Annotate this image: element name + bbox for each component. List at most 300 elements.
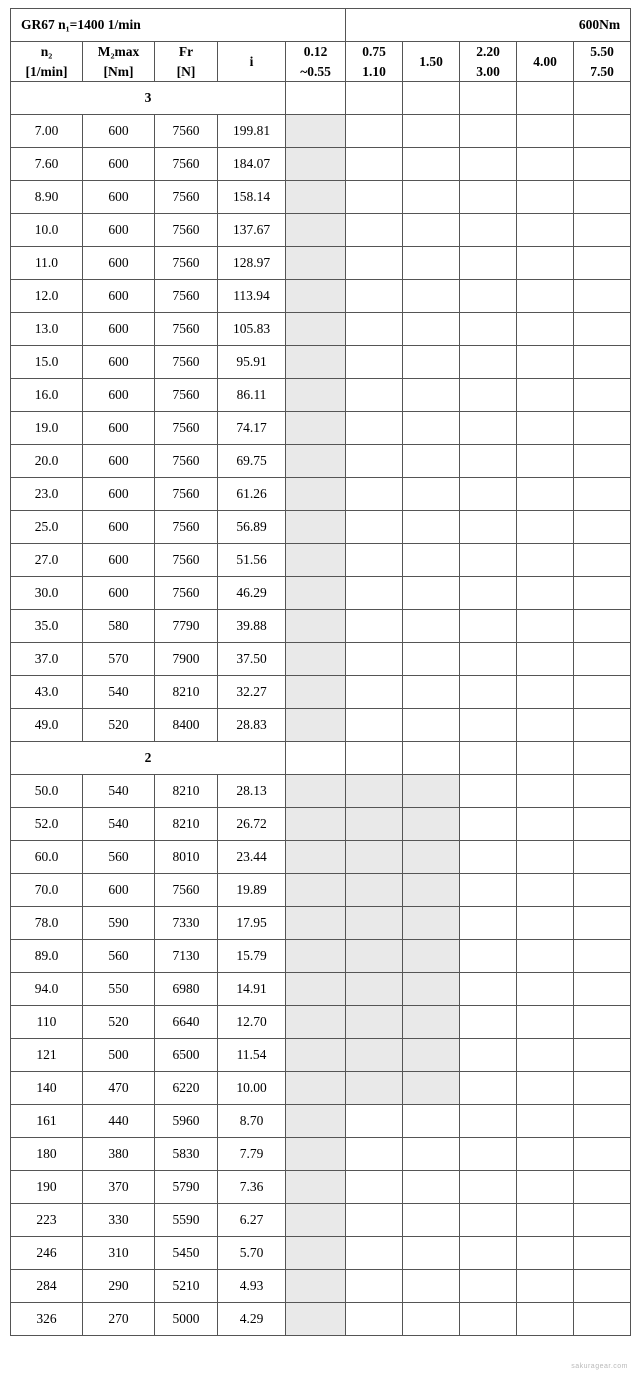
cell-power-2 <box>403 940 460 973</box>
cell-power-2 <box>403 841 460 874</box>
cell-power-0 <box>286 115 346 148</box>
cell-fr: 8210 <box>155 676 218 709</box>
cell-i: 26.72 <box>218 808 286 841</box>
cell-power-4 <box>517 709 574 742</box>
cell-power-3 <box>460 346 517 379</box>
table-body <box>11 9 631 1336</box>
cell-power-4 <box>517 280 574 313</box>
cell-power-0 <box>286 874 346 907</box>
cell-power-2 <box>403 1006 460 1039</box>
group-spacer-cell <box>403 82 460 115</box>
cell-power-2 <box>403 1072 460 1105</box>
cell-power-0 <box>286 1138 346 1171</box>
cell-power-3 <box>460 115 517 148</box>
title-right: 600Nm <box>346 9 631 42</box>
table-row <box>11 676 631 709</box>
cell-n2: 121 <box>11 1039 83 1072</box>
cell-fr: 5450 <box>155 1237 218 1270</box>
table-row <box>11 1039 631 1072</box>
cell-power-0 <box>286 643 346 676</box>
table-row <box>11 280 631 313</box>
cell-power-3 <box>460 379 517 412</box>
cell-fr: 7560 <box>155 874 218 907</box>
table-row <box>11 478 631 511</box>
cell-n2: 50.0 <box>11 775 83 808</box>
cell-n2: 161 <box>11 1105 83 1138</box>
cell-i: 7.79 <box>218 1138 286 1171</box>
cell-n2: 52.0 <box>11 808 83 841</box>
cell-i: 74.17 <box>218 412 286 445</box>
cell-m2max: 600 <box>83 148 155 181</box>
cell-m2max: 600 <box>83 181 155 214</box>
cell-power-2 <box>403 214 460 247</box>
header-i-line1: i <box>249 53 254 69</box>
cell-fr: 7560 <box>155 412 218 445</box>
cell-power-2 <box>403 445 460 478</box>
cell-n2: 70.0 <box>11 874 83 907</box>
table-row <box>11 577 631 610</box>
cell-i: 23.44 <box>218 841 286 874</box>
cell-power-2 <box>403 973 460 1006</box>
cell-power-0 <box>286 148 346 181</box>
cell-power-2 <box>403 412 460 445</box>
cell-power-5 <box>574 445 631 478</box>
cell-power-2 <box>403 676 460 709</box>
header-n2 <box>11 42 83 82</box>
table-row <box>11 808 631 841</box>
group-header-row <box>11 742 631 775</box>
cell-power-2 <box>403 1270 460 1303</box>
header-power-3 <box>460 42 517 82</box>
cell-power-1 <box>346 544 403 577</box>
cell-power-4 <box>517 1270 574 1303</box>
group-spacer-cell <box>574 82 631 115</box>
cell-power-2 <box>403 610 460 643</box>
cell-n2: 13.0 <box>11 313 83 346</box>
header-m2max-line1: M₂max <box>97 44 140 59</box>
gearbox-spec-table <box>10 8 631 1336</box>
cell-power-1 <box>346 115 403 148</box>
header-power-1-line2: 1.10 <box>362 63 386 79</box>
cell-power-3 <box>460 940 517 973</box>
cell-power-3 <box>460 577 517 610</box>
cell-power-4 <box>517 1138 574 1171</box>
cell-power-3 <box>460 1138 517 1171</box>
cell-power-4 <box>517 841 574 874</box>
cell-i: 137.67 <box>218 214 286 247</box>
cell-n2: 23.0 <box>11 478 83 511</box>
cell-power-5 <box>574 379 631 412</box>
header-power-5-line2: 7.50 <box>590 63 614 79</box>
cell-power-3 <box>460 478 517 511</box>
cell-power-5 <box>574 874 631 907</box>
cell-power-4 <box>517 940 574 973</box>
cell-i: 28.13 <box>218 775 286 808</box>
table-row <box>11 511 631 544</box>
group-spacer-cell <box>286 742 346 775</box>
cell-i: 69.75 <box>218 445 286 478</box>
header-power-1 <box>346 42 403 82</box>
cell-power-4 <box>517 577 574 610</box>
group-spacer-cell <box>517 742 574 775</box>
table-row <box>11 841 631 874</box>
cell-n2: 60.0 <box>11 841 83 874</box>
cell-fr: 6640 <box>155 1006 218 1039</box>
cell-power-2 <box>403 346 460 379</box>
group-spacer-cell <box>574 742 631 775</box>
cell-m2max: 600 <box>83 577 155 610</box>
cell-power-4 <box>517 379 574 412</box>
header-power-0 <box>286 42 346 82</box>
cell-power-4 <box>517 181 574 214</box>
cell-m2max: 600 <box>83 115 155 148</box>
cell-power-2 <box>403 511 460 544</box>
cell-power-5 <box>574 973 631 1006</box>
cell-power-4 <box>517 874 574 907</box>
cell-power-1 <box>346 1138 403 1171</box>
cell-power-4 <box>517 973 574 1006</box>
cell-power-5 <box>574 1072 631 1105</box>
cell-power-5 <box>574 907 631 940</box>
cell-power-4 <box>517 1105 574 1138</box>
header-i <box>218 42 286 82</box>
cell-fr: 7560 <box>155 181 218 214</box>
cell-power-0 <box>286 1204 346 1237</box>
header-fr-line1: Fr <box>178 44 194 59</box>
cell-fr: 5000 <box>155 1303 218 1336</box>
cell-power-1 <box>346 478 403 511</box>
cell-n2: 12.0 <box>11 280 83 313</box>
cell-power-0 <box>286 181 346 214</box>
cell-i: 184.07 <box>218 148 286 181</box>
cell-power-3 <box>460 775 517 808</box>
table-row <box>11 1270 631 1303</box>
cell-m2max: 550 <box>83 973 155 1006</box>
cell-power-1 <box>346 1105 403 1138</box>
cell-power-1 <box>346 907 403 940</box>
cell-i: 86.11 <box>218 379 286 412</box>
cell-power-0 <box>286 841 346 874</box>
cell-power-4 <box>517 478 574 511</box>
cell-i: 19.89 <box>218 874 286 907</box>
cell-power-5 <box>574 1105 631 1138</box>
group-spacer-cell <box>460 742 517 775</box>
table-row <box>11 1006 631 1039</box>
cell-power-0 <box>286 214 346 247</box>
cell-m2max: 600 <box>83 346 155 379</box>
cell-power-3 <box>460 511 517 544</box>
cell-power-5 <box>574 1237 631 1270</box>
cell-power-0 <box>286 379 346 412</box>
cell-power-2 <box>403 379 460 412</box>
cell-power-0 <box>286 973 346 1006</box>
cell-power-3 <box>460 841 517 874</box>
cell-power-2 <box>403 115 460 148</box>
cell-i: 28.83 <box>218 709 286 742</box>
cell-power-5 <box>574 181 631 214</box>
title-left: GR67 n₁=1400 1/min <box>11 9 346 42</box>
cell-n2: 326 <box>11 1303 83 1336</box>
cell-power-3 <box>460 247 517 280</box>
cell-power-4 <box>517 346 574 379</box>
cell-power-5 <box>574 511 631 544</box>
header-n2-line1: n₂ <box>40 44 53 59</box>
cell-i: 128.97 <box>218 247 286 280</box>
cell-m2max: 540 <box>83 808 155 841</box>
cell-power-3 <box>460 1171 517 1204</box>
header-row <box>11 42 631 82</box>
cell-i: 113.94 <box>218 280 286 313</box>
header-n2-line2: [1/min] <box>25 63 68 79</box>
cell-i: 15.79 <box>218 940 286 973</box>
cell-m2max: 600 <box>83 379 155 412</box>
cell-fr: 7560 <box>155 478 218 511</box>
cell-n2: 7.60 <box>11 148 83 181</box>
table-row <box>11 643 631 676</box>
cell-n2: 94.0 <box>11 973 83 1006</box>
cell-i: 6.27 <box>218 1204 286 1237</box>
cell-fr: 7560 <box>155 214 218 247</box>
cell-power-1 <box>346 379 403 412</box>
cell-power-0 <box>286 1171 346 1204</box>
header-power-5-line1: 5.50 <box>590 44 614 59</box>
cell-power-2 <box>403 775 460 808</box>
table-row <box>11 610 631 643</box>
cell-m2max: 310 <box>83 1237 155 1270</box>
cell-fr: 8210 <box>155 808 218 841</box>
table-row <box>11 1072 631 1105</box>
cell-power-3 <box>460 181 517 214</box>
cell-power-0 <box>286 445 346 478</box>
cell-power-1 <box>346 610 403 643</box>
table-row <box>11 1303 631 1336</box>
cell-power-1 <box>346 874 403 907</box>
cell-power-0 <box>286 1072 346 1105</box>
cell-fr: 7560 <box>155 313 218 346</box>
cell-power-2 <box>403 1171 460 1204</box>
table-row <box>11 379 631 412</box>
header-power-5 <box>574 42 631 82</box>
header-power-2-line1: 1.50 <box>419 53 443 69</box>
cell-n2: 25.0 <box>11 511 83 544</box>
cell-power-5 <box>574 148 631 181</box>
cell-n2: 10.0 <box>11 214 83 247</box>
cell-n2: 15.0 <box>11 346 83 379</box>
cell-power-4 <box>517 676 574 709</box>
cell-power-4 <box>517 247 574 280</box>
cell-power-3 <box>460 907 517 940</box>
group-spacer-cell <box>286 82 346 115</box>
cell-power-1 <box>346 643 403 676</box>
cell-fr: 7790 <box>155 610 218 643</box>
group-spacer-cell <box>403 742 460 775</box>
cell-fr: 7560 <box>155 346 218 379</box>
cell-i: 158.14 <box>218 181 286 214</box>
table-row <box>11 445 631 478</box>
cell-m2max: 600 <box>83 544 155 577</box>
cell-n2: 27.0 <box>11 544 83 577</box>
cell-power-4 <box>517 1171 574 1204</box>
cell-power-1 <box>346 148 403 181</box>
cell-i: 8.70 <box>218 1105 286 1138</box>
header-power-2 <box>403 42 460 82</box>
cell-fr: 7560 <box>155 379 218 412</box>
table-row <box>11 214 631 247</box>
cell-i: 10.00 <box>218 1072 286 1105</box>
table-row <box>11 346 631 379</box>
cell-power-0 <box>286 577 346 610</box>
cell-power-3 <box>460 973 517 1006</box>
cell-i: 11.54 <box>218 1039 286 1072</box>
cell-i: 12.70 <box>218 1006 286 1039</box>
cell-n2: 284 <box>11 1270 83 1303</box>
cell-power-5 <box>574 841 631 874</box>
cell-power-5 <box>574 412 631 445</box>
cell-power-5 <box>574 280 631 313</box>
cell-i: 7.36 <box>218 1171 286 1204</box>
cell-power-1 <box>346 1171 403 1204</box>
cell-power-1 <box>346 1270 403 1303</box>
header-power-4 <box>517 42 574 82</box>
cell-power-0 <box>286 313 346 346</box>
header-power-1-line1: 0.75 <box>362 44 386 59</box>
cell-i: 105.83 <box>218 313 286 346</box>
cell-power-5 <box>574 1303 631 1336</box>
cell-n2: 246 <box>11 1237 83 1270</box>
table-row <box>11 313 631 346</box>
cell-m2max: 600 <box>83 214 155 247</box>
cell-power-4 <box>517 1039 574 1072</box>
cell-i: 51.56 <box>218 544 286 577</box>
cell-n2: 190 <box>11 1171 83 1204</box>
cell-n2: 19.0 <box>11 412 83 445</box>
cell-m2max: 520 <box>83 1006 155 1039</box>
title-row <box>11 9 631 42</box>
cell-n2: 78.0 <box>11 907 83 940</box>
cell-fr: 5960 <box>155 1105 218 1138</box>
cell-power-4 <box>517 445 574 478</box>
cell-power-3 <box>460 445 517 478</box>
cell-power-2 <box>403 808 460 841</box>
cell-power-2 <box>403 1237 460 1270</box>
cell-power-5 <box>574 544 631 577</box>
table-row <box>11 544 631 577</box>
cell-power-1 <box>346 280 403 313</box>
cell-power-5 <box>574 1006 631 1039</box>
table-row <box>11 1171 631 1204</box>
cell-i: 4.93 <box>218 1270 286 1303</box>
group-label: 3 <box>11 82 286 115</box>
cell-power-3 <box>460 874 517 907</box>
cell-power-0 <box>286 478 346 511</box>
cell-power-5 <box>574 577 631 610</box>
cell-power-3 <box>460 214 517 247</box>
cell-power-2 <box>403 247 460 280</box>
cell-power-2 <box>403 907 460 940</box>
cell-power-1 <box>346 445 403 478</box>
cell-power-2 <box>403 1303 460 1336</box>
cell-power-2 <box>403 1039 460 1072</box>
cell-power-4 <box>517 808 574 841</box>
table-row <box>11 1105 631 1138</box>
cell-power-1 <box>346 412 403 445</box>
cell-power-5 <box>574 676 631 709</box>
cell-fr: 7130 <box>155 940 218 973</box>
cell-fr: 8010 <box>155 841 218 874</box>
cell-power-2 <box>403 313 460 346</box>
cell-power-0 <box>286 775 346 808</box>
cell-m2max: 600 <box>83 280 155 313</box>
group-label: 2 <box>11 742 286 775</box>
cell-n2: 30.0 <box>11 577 83 610</box>
cell-power-1 <box>346 841 403 874</box>
table-row <box>11 709 631 742</box>
cell-power-0 <box>286 610 346 643</box>
cell-m2max: 440 <box>83 1105 155 1138</box>
cell-power-2 <box>403 1105 460 1138</box>
cell-power-4 <box>517 775 574 808</box>
table-row <box>11 412 631 445</box>
cell-power-5 <box>574 1138 631 1171</box>
cell-n2: 8.90 <box>11 181 83 214</box>
cell-power-2 <box>403 544 460 577</box>
table-row <box>11 1204 631 1237</box>
cell-m2max: 600 <box>83 511 155 544</box>
header-fr-line2: [N] <box>176 63 196 79</box>
header-power-0-line2: ~0.55 <box>300 63 331 79</box>
cell-power-3 <box>460 412 517 445</box>
cell-i: 4.29 <box>218 1303 286 1336</box>
cell-power-3 <box>460 610 517 643</box>
table-row <box>11 247 631 280</box>
cell-power-3 <box>460 544 517 577</box>
cell-power-5 <box>574 1204 631 1237</box>
cell-n2: 89.0 <box>11 940 83 973</box>
cell-m2max: 500 <box>83 1039 155 1072</box>
cell-i: 95.91 <box>218 346 286 379</box>
cell-power-5 <box>574 115 631 148</box>
cell-power-0 <box>286 808 346 841</box>
group-spacer-cell <box>460 82 517 115</box>
cell-i: 199.81 <box>218 115 286 148</box>
cell-power-4 <box>517 544 574 577</box>
cell-power-2 <box>403 643 460 676</box>
cell-power-0 <box>286 247 346 280</box>
cell-fr: 7560 <box>155 247 218 280</box>
cell-power-3 <box>460 1270 517 1303</box>
cell-power-4 <box>517 1204 574 1237</box>
cell-power-2 <box>403 577 460 610</box>
cell-i: 37.50 <box>218 643 286 676</box>
cell-power-1 <box>346 940 403 973</box>
cell-power-1 <box>346 676 403 709</box>
cell-fr: 5830 <box>155 1138 218 1171</box>
cell-power-1 <box>346 1303 403 1336</box>
cell-n2: 16.0 <box>11 379 83 412</box>
cell-m2max: 380 <box>83 1138 155 1171</box>
cell-power-3 <box>460 313 517 346</box>
cell-m2max: 520 <box>83 709 155 742</box>
cell-power-5 <box>574 1171 631 1204</box>
cell-fr: 7560 <box>155 280 218 313</box>
cell-n2: 20.0 <box>11 445 83 478</box>
header-m2max-line2: [Nm] <box>103 63 134 79</box>
cell-power-2 <box>403 181 460 214</box>
cell-power-3 <box>460 1039 517 1072</box>
cell-power-4 <box>517 412 574 445</box>
cell-fr: 5590 <box>155 1204 218 1237</box>
table-row <box>11 115 631 148</box>
